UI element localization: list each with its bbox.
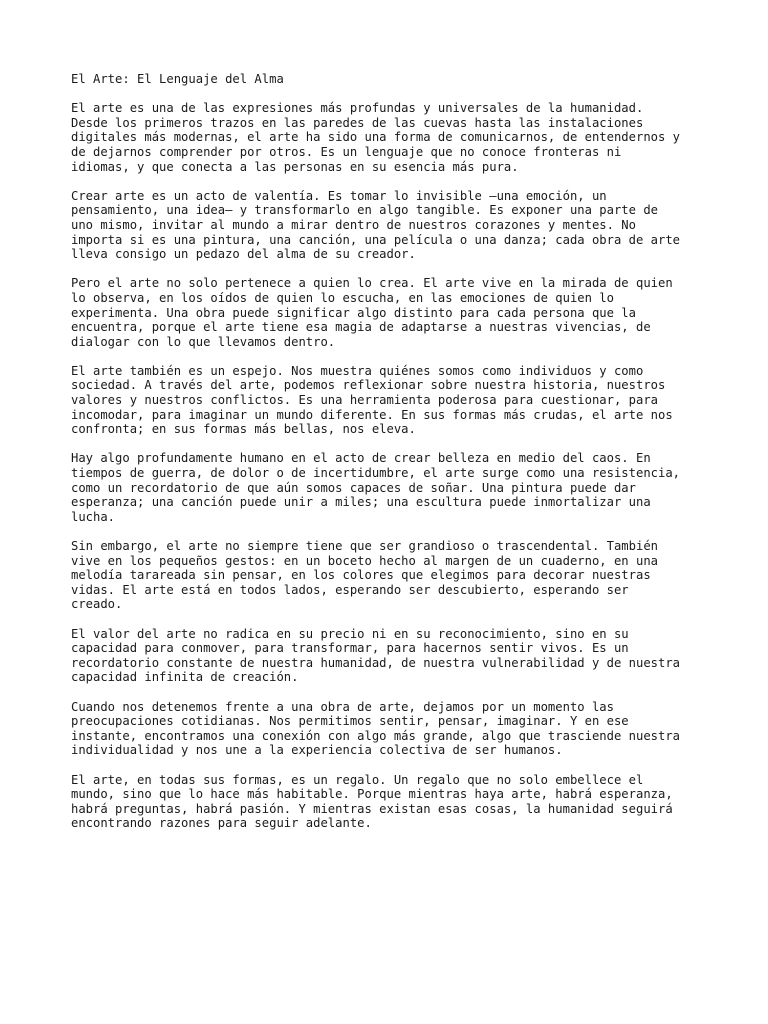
- paragraph-line: tiempos de guerra, de dolor o de incertidumbre, el arte surge como una resistencia,: [71, 466, 681, 481]
- paragraph: [71, 276, 711, 349]
- paragraph-line: El arte, en todas sus formas, es un regalo. Un regalo que no solo embellece el: [71, 772, 644, 787]
- document-body: [71, 101, 711, 831]
- paragraph: [71, 539, 711, 612]
- paragraph-line: valores y nuestros conflictos. Es una herramienta poderosa para cuestionar, para: [71, 393, 658, 408]
- paragraph-line: Crear arte es un acto de valentía. Es tomar lo invisible —una emoción, un: [71, 188, 607, 203]
- paragraph-line: instante, encontramos una conexión con algo más grande, algo que trasciende nuestra: [71, 728, 681, 743]
- paragraph-line: lucha.: [71, 509, 116, 524]
- paragraph-line: recordatorio constante de nuestra humanidad, de nuestra vulnerabilidad y de nuestra: [71, 655, 681, 670]
- paragraph-line: Hay algo profundamente humano en el acto de crear belleza en medio del caos. En: [71, 451, 651, 466]
- paragraph-line: encuentra, porque el arte tiene esa magia de adaptarse a nuestras vivencias, de: [71, 320, 651, 335]
- paragraph-line: confronta; en sus formas más bellas, nos eleva.: [71, 422, 416, 437]
- paragraph-line: Cuando nos detenemos frente a una obra de arte, dejamos por un momento las: [71, 699, 614, 714]
- paragraph-line: El valor del arte no radica en su precio ni en su reconocimiento, sino en su: [71, 626, 629, 641]
- paragraph-line: uno mismo, invitar al mundo a mirar dentro de nuestros corazones y mentes. No: [71, 217, 636, 232]
- paragraph-line: vidas. El arte está en todos lados, esperando ser descubierto, esperando ser: [71, 582, 629, 597]
- document-page: [71, 72, 711, 845]
- paragraph-line: creado.: [71, 597, 123, 612]
- paragraph: [71, 700, 711, 758]
- paragraph-line: El arte es una de las expresiones más profundas y universales de la humanidad.: [71, 101, 644, 116]
- paragraph-line: habrá preguntas, habrá pasión. Y mientras existan esas cosas, la humanidad seguirá: [71, 801, 673, 816]
- paragraph-line: digitales más modernas, el arte ha sido una forma de comunicarnos, de entendernos y: [71, 130, 681, 145]
- paragraph-line: Sin embargo, el arte no siempre tiene que ser grandioso o trascendental. También: [71, 539, 658, 553]
- paragraph-line: vive en los pequeños gestos: en un boceto hecho al margen de un cuaderno, en una: [71, 553, 658, 568]
- paragraph-line: capacidad para conmover, para transformar, para hacernos sentir vivos. Es un: [71, 641, 629, 656]
- paragraph-line: encontrando razones para seguir adelante.: [71, 816, 372, 831]
- paragraph-line: de dejarnos comprender por otros. Es un lenguaje que no conoce fronteras ni: [71, 144, 622, 159]
- paragraph-line: sociedad. A través del arte, podemos reflexionar sobre nuestra historia, nuestros: [71, 378, 666, 393]
- paragraph-line: como un recordatorio de que aún somos capaces de soñar. Una pintura puede dar: [71, 480, 636, 495]
- paragraph-line: capacidad infinita de creación.: [71, 670, 299, 685]
- paragraph: [71, 101, 711, 174]
- paragraph: [71, 627, 711, 685]
- paragraph-line: idiomas, y que conecta a las personas en su esencia más pura.: [71, 159, 519, 174]
- paragraph-line: melodía tarareada sin pensar, en los colores que elegimos para decorar nuestras: [71, 568, 651, 583]
- document-title: El Arte: El Lenguaje del Alma: [71, 72, 284, 86]
- paragraph: [71, 773, 711, 831]
- paragraph-line: esperanza; una canción puede unir a miles; una escultura puede inmortalizar una: [71, 495, 651, 510]
- paragraph-line: importa si es una pintura, una canción, una película o una danza; cada obra de arte: [71, 232, 681, 247]
- paragraph: [71, 451, 711, 524]
- paragraph-line: dialogar con lo que llevamos dentro.: [71, 334, 336, 349]
- paragraph-line: individualidad y nos une a la experiencia colectiva de ser humanos.: [71, 743, 563, 758]
- paragraph-line: incomodar, para imaginar un mundo diferente. En sus formas más crudas, el arte nos: [71, 407, 673, 422]
- paragraph-line: Pero el arte no solo pertenece a quien lo crea. El arte vive en la mirada de quien: [71, 276, 673, 291]
- paragraph-line: pensamiento, una idea— y transformarlo en algo tangible. Es exponer una parte de: [71, 203, 658, 218]
- paragraph-line: El arte también es un espejo. Nos muestra quiénes somos como individuos y como: [71, 363, 644, 378]
- paragraph-line: lleva consigo un pedazo del alma de su creador.: [71, 247, 416, 262]
- paragraph-line: mundo, sino que lo hace más habitable. Porque mientras haya arte, habrá esperanza,: [71, 787, 673, 802]
- paragraph-line: Desde los primeros trazos en las paredes de las cuevas hasta las instalaciones: [71, 115, 644, 130]
- paragraph-line: preocupaciones cotidianas. Nos permitimos sentir, pensar, imaginar. Y en ese: [71, 714, 629, 729]
- paragraph: [71, 364, 711, 437]
- paragraph-line: lo observa, en los oídos de quien lo escucha, en las emociones de quien lo: [71, 290, 614, 305]
- paragraph: [71, 189, 711, 262]
- paragraph-line: experimenta. Una obra puede significar algo distinto para cada persona que la: [71, 305, 636, 320]
